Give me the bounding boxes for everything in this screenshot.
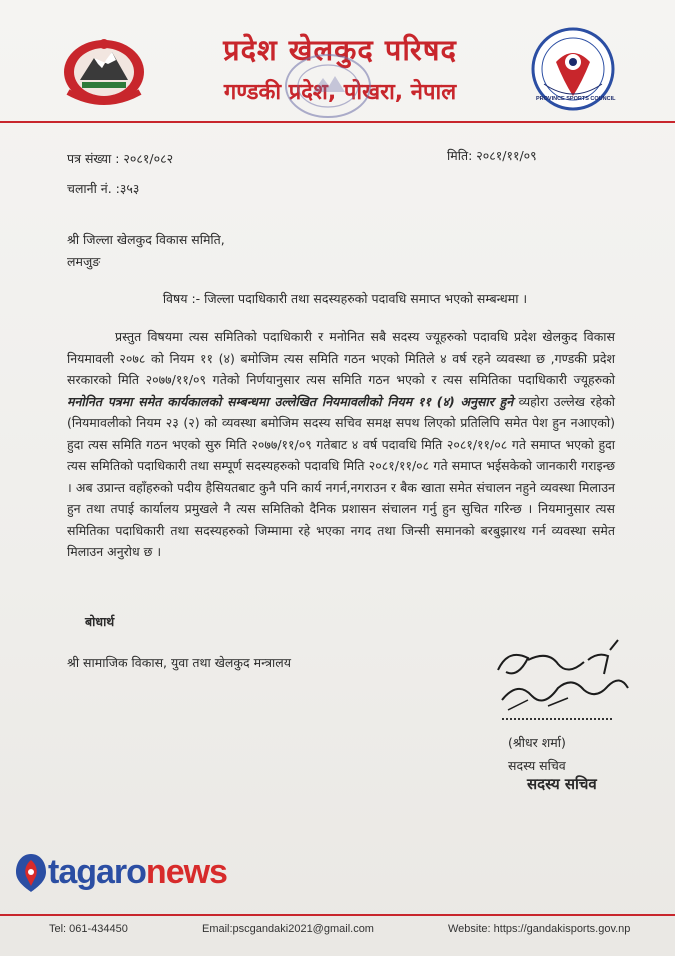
footer-website: Website: https://gandakisports.gov.np: [448, 923, 631, 935]
footer-telephone: Tel: 061-434450: [49, 923, 128, 935]
letter-body: [67, 326, 615, 563]
footer-email: Email:pscgandaki2021@gmail.com: [202, 923, 374, 935]
body-text-part1: प्रस्तुत विषयमा त्यस समितिको पदाधिकारी र मनोनित सबै सदस्य ज्यूहरुको पदावधि प्रदेश खेलकुद विकास नियमावली २०७८ को नियम ११ (४) बमोजिम त्यस समिति गठन भएको मितिले ४ वर्ष रहने व्यवस्था छ ,गण्डकी प्रदेश सरकारको मिति २०७७/११/०९ गतेको निर्णयानुसार त्यस समिति गठन भएको र त्यस समितिका पदाधिकारी ज्यूहरुको: [67, 329, 615, 387]
letter-date: मिति: २०८१/११/०९: [447, 148, 537, 163]
body-text-emphasis: मनोनित पत्रमा समेत कार्यकालको सम्बन्धमा उल्लेखित नियमावलीको नियम ११ (४) अनुसार हुने: [67, 393, 514, 409]
signatory-title: सदस्य सचिव: [508, 758, 566, 773]
handwritten-signature: [488, 630, 638, 730]
office-stamp: [283, 52, 373, 120]
signatory-title-stamp: सदस्य सचिव: [527, 775, 597, 793]
cc-recipient: श्री सामाजिक विकास, युवा तथा खेलकुद मन्त्रालय: [67, 655, 292, 670]
reference-number: पत्र संख्या : २०८१/०८२: [67, 151, 174, 166]
cc-heading: बोधार्थ: [85, 614, 115, 629]
dispatch-number: चलानी नं. :३५३: [67, 181, 140, 196]
signatory-name: (श्रीधर शर्मा): [508, 735, 566, 750]
logo-right-caption: PROVINCE SPORTS COUNCIL: [536, 96, 616, 102]
letter-subject: विषय :- जिल्ला पदाधिकारी तथा सदस्यहरुको पदावधि समाप्त भएको सम्बन्धमा ।: [162, 291, 528, 306]
recipient-name: श्री जिल्ला खेलकुद विकास समिति,: [67, 232, 225, 247]
signature-line: [502, 718, 612, 720]
tagaronews-watermark: [14, 850, 227, 894]
body-text-part2: व्यहोरा उल्लेख रहेको (नियमावलीको नियम २३ (२) को व्यवस्था बमोजिम सदस्य सचिव समक्ष सपथ लिएको प्रतिलिपि समेत पेश हुन नआएको) हुदा त्यस समिति गठन भएको सुरु मिति २०७७/११/०९ गतेबाट ४ वर्ष पदावधि मिति २०८१/११/०८ गते समाप्त भएको हुदा त्यस समितिको पदाधिकारी तथा सम्पूर्ण सदस्यहरुको पदावधि मिति २०८१/११/०८ गते समाप्त भईसकेको जानकारी गराइन्छ । अब उप्रान्त वहाँहरुको पदीय हैसियतबाट कुनै पनि कार्य नगर्न,नगराउन र बैक खाता समेत संचालन नहुने व्यवस्था मिलाउन हुन तथा तपाई कार्यालय प्रमुखले नै त्यस समितिको दैनिक प्रशासन संचालन गर्नु हुन सुचित गरिन्छ । नियमानुसार त्यस समितिका पदाधिकारी तथा सदस्यहरुको जिम्मामा रहे भएका नगद तथा जिन्सी समानको बरबुझारथ गर्न व्यवस्था समेत मिलाउन अनुरोध छ ।: [67, 393, 615, 559]
nepal-emblem-logo: [58, 30, 150, 110]
recipient-location: लमजुङ: [67, 254, 101, 269]
brand-text-tagaro: tagaro: [48, 852, 146, 891]
pen-nib-icon: [14, 852, 48, 892]
header-rule: [0, 121, 675, 123]
brand-text-news: news: [145, 852, 227, 891]
council-title: प्रदेश खेलकुद परिषद: [223, 33, 457, 67]
footer-rule: [0, 914, 675, 916]
council-address: गण्डकी प्रदेश, पोखरा, नेपाल: [223, 80, 457, 105]
